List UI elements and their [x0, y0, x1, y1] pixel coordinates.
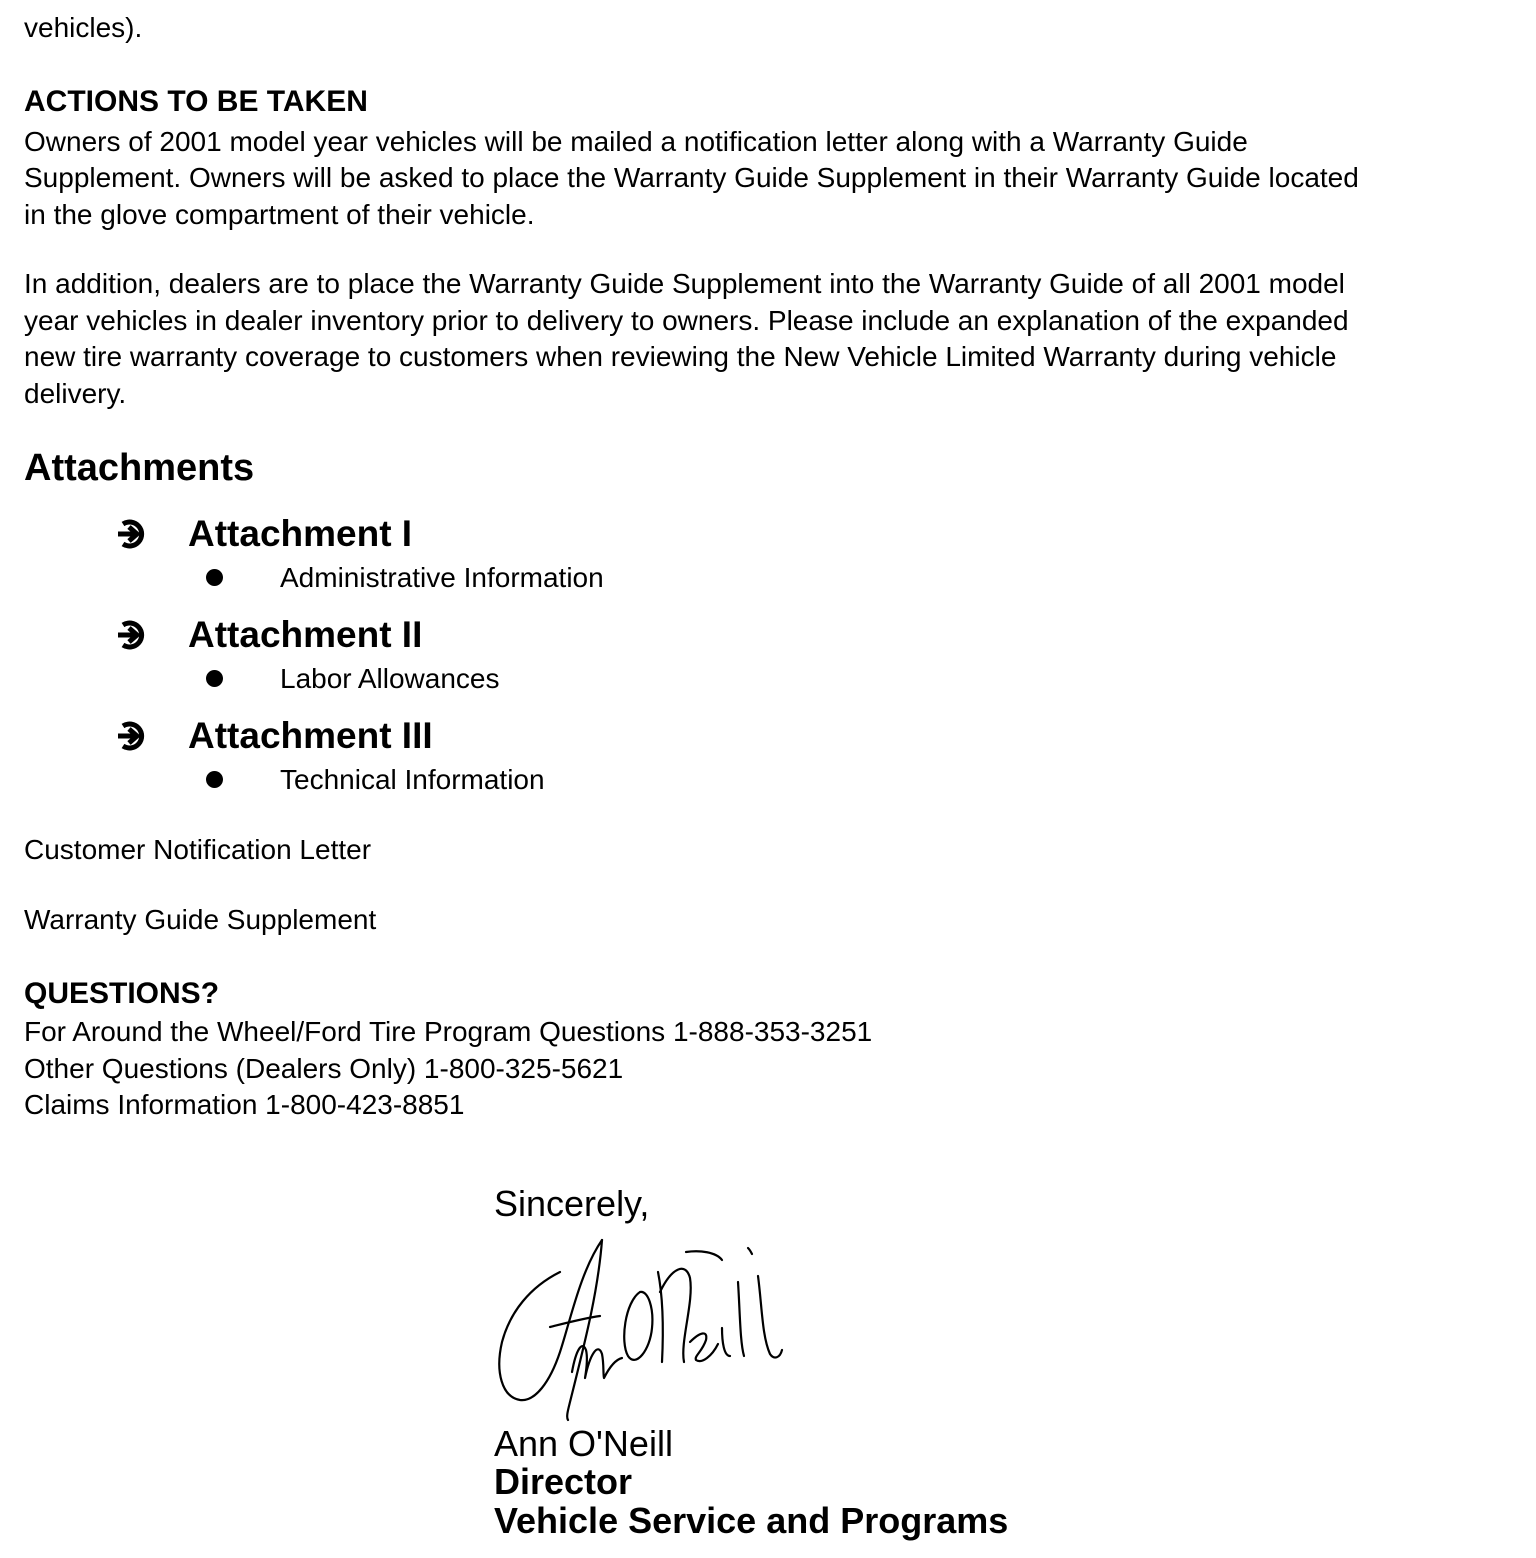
customer-notification-letter: Customer Notification Letter	[24, 834, 372, 865]
signer-name: Ann O'Neill	[494, 1423, 673, 1464]
question-contact-line: Other Questions (Dealers Only) 1-800-325-5621	[24, 1053, 624, 1084]
signer-title: Director	[494, 1461, 633, 1502]
right-arrow-circle-icon	[114, 718, 150, 754]
handwritten-signature	[490, 1232, 790, 1422]
attachment-subitem: Administrative Information	[280, 562, 604, 593]
actions-para1-line: Supplement. Owners will be asked to place the Warranty Guide Supplement in their Warranty Guide located	[24, 162, 1359, 193]
right-arrow-circle-icon	[114, 617, 150, 653]
actions-para2-line: In addition, dealers are to place the Warranty Guide Supplement into the Warranty Guide of all 2001 model	[24, 268, 1345, 299]
right-arrow-circle-icon	[114, 516, 150, 552]
question-contact-line: For Around the Wheel/Ford Tire Program Questions 1-888-353-3251	[24, 1016, 873, 1047]
bullet-icon	[206, 569, 223, 586]
attachment-subitem: Technical Information	[280, 764, 545, 795]
question-contact-line: Claims Information 1-800-423-8851	[24, 1089, 465, 1120]
warranty-guide-supplement: Warranty Guide Supplement	[24, 904, 377, 935]
continued-text-fragment: vehicles).	[24, 12, 143, 43]
actions-para1-line: in the glove compartment of their vehicle.	[24, 199, 535, 230]
actions-para2-line: new tire warranty coverage to customers when reviewing the New Vehicle Limited Warranty during vehicle	[24, 341, 1337, 372]
attachment-subitem: Labor Allowances	[280, 663, 500, 694]
actions-para2-line: delivery.	[24, 378, 127, 409]
actions-heading: ACTIONS TO BE TAKEN	[24, 85, 368, 118]
attachments-heading: Attachments	[24, 447, 255, 489]
actions-para2-line: year vehicles in dealer inventory prior to delivery to owners. Please include an explanation of the expanded	[24, 305, 1349, 336]
signer-department: Vehicle Service and Programs	[494, 1500, 1009, 1541]
actions-para1-line: Owners of 2001 model year vehicles will be mailed a notification letter along with a Warranty Guide	[24, 126, 1248, 157]
bullet-icon	[206, 670, 223, 687]
attachment-title: Attachment III	[188, 715, 433, 756]
bullet-icon	[206, 771, 223, 788]
salutation: Sincerely,	[494, 1183, 650, 1224]
attachment-title: Attachment II	[188, 614, 423, 655]
attachment-title: Attachment I	[188, 513, 413, 554]
questions-heading: QUESTIONS?	[24, 977, 220, 1010]
